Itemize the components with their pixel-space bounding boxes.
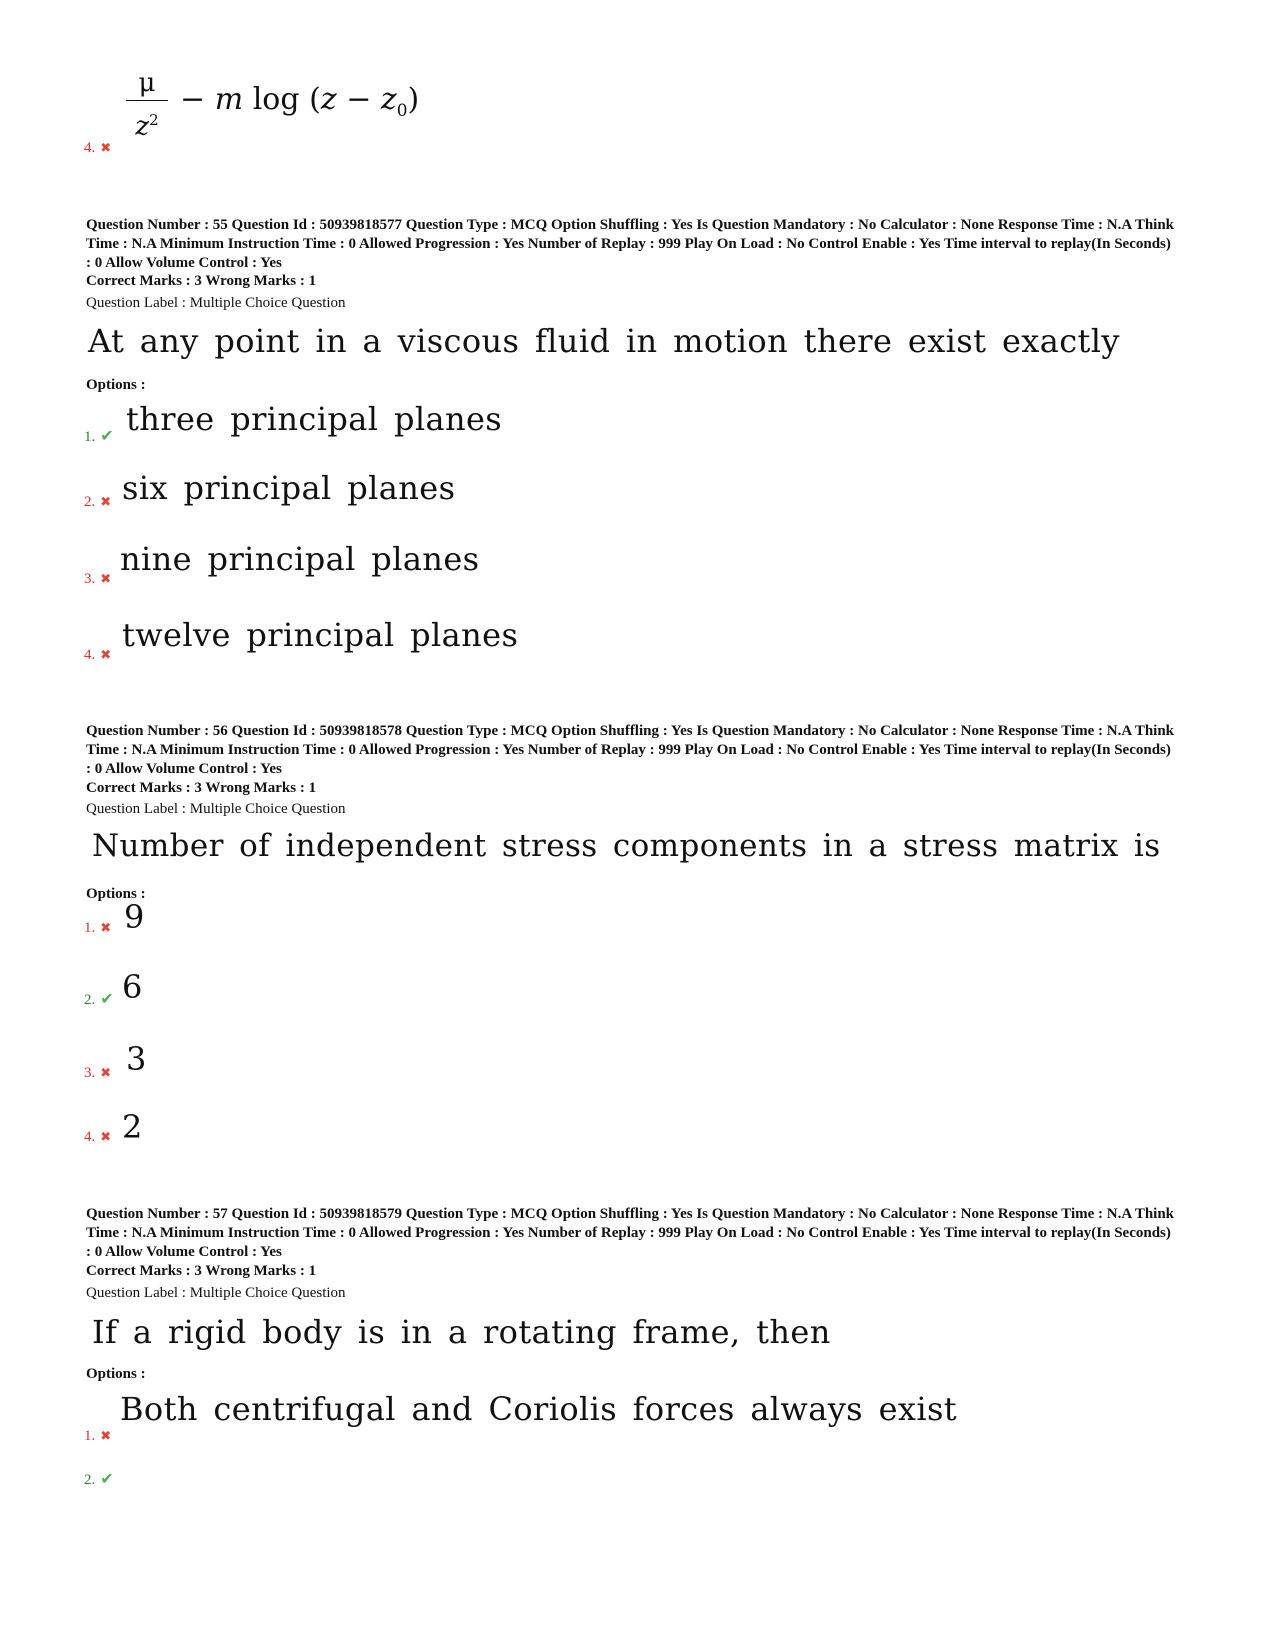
option-number: 1. ✖ bbox=[84, 1428, 112, 1444]
cross-icon: ✖ bbox=[100, 571, 112, 586]
option-number: 3. ✖ bbox=[84, 571, 112, 587]
option-text: twelve principal planes bbox=[122, 616, 519, 654]
option-number: 1. ✖ bbox=[84, 920, 112, 936]
option-number: 4. ✖ bbox=[84, 647, 112, 663]
option-text: 2 bbox=[122, 1108, 143, 1146]
option-number: 2. ✖ bbox=[84, 494, 112, 510]
formula-denominator: $z^2$ bbox=[135, 111, 159, 142]
option-text: six principal planes bbox=[122, 469, 456, 507]
option-number: 1. ✔ bbox=[84, 428, 114, 445]
option-number: 2. ✔ bbox=[84, 991, 114, 1008]
options-label: Options : bbox=[86, 377, 146, 393]
question-label: Question Label : Multiple Choice Question bbox=[86, 1285, 346, 1301]
question-marks: Correct Marks : 3 Wrong Marks : 1 bbox=[86, 780, 317, 796]
cross-icon: ✖ bbox=[100, 1065, 112, 1080]
question-marks: Correct Marks : 3 Wrong Marks : 1 bbox=[86, 1263, 317, 1279]
cross-icon: ✖ bbox=[100, 140, 112, 155]
question-text: At any point in a viscous fluid in motion there exist exactly bbox=[88, 322, 1120, 360]
option-text: three principal planes bbox=[126, 400, 503, 438]
question-text: Number of independent stress components in a stress matrix is bbox=[92, 828, 1161, 864]
check-icon: ✔ bbox=[100, 991, 114, 1008]
formula-rest: − m $\log (z - z_0)$ bbox=[180, 82, 420, 121]
question-label: Question Label : Multiple Choice Question bbox=[86, 801, 346, 817]
question-label: Question Label : Multiple Choice Question bbox=[86, 295, 346, 311]
question-text: If a rigid body is in a rotating frame, then bbox=[92, 1313, 831, 1351]
option-text: 9 bbox=[124, 898, 145, 936]
question-meta: Question Number : 57 Question Id : 50939818579 Question Type : MCQ Option Shuffling : Yes Is Question Mandatory : No Calculator : None Response Time : N.A Think Time : N.A Minimum Instruction Time : 0 Allowed Progression : Yes Number of Replay : 999 Play On Load : No Control Enable : Yes Time interval to replay(In Seconds) : 0 Allow Volume Control : Yes bbox=[86, 1206, 1175, 1260]
option-text: Both centrifugal and Coriolis forces always exist bbox=[120, 1390, 958, 1428]
formula-numerator: μ bbox=[138, 68, 156, 98]
option-text: 6 bbox=[122, 968, 143, 1006]
cross-icon: ✖ bbox=[100, 1428, 112, 1443]
question-meta: Question Number : 56 Question Id : 50939818578 Question Type : MCQ Option Shuffling : Yes Is Question Mandatory : No Calculator : None Response Time : N.A Think Time : N.A Minimum Instruction Time : 0 Allowed Progression : Yes Number of Replay : 999 Play On Load : No Control Enable : Yes Time interval to replay(In Seconds) : 0 Allow Volume Control : Yes bbox=[86, 723, 1175, 777]
option-number: 3. ✖ bbox=[84, 1065, 112, 1081]
option-number: 4. ✖ bbox=[84, 140, 112, 156]
check-icon: ✔ bbox=[100, 1471, 114, 1488]
cross-icon: ✖ bbox=[100, 647, 112, 662]
formula-fraction bbox=[126, 68, 168, 142]
options-label: Options : bbox=[86, 1366, 146, 1382]
option-number: 4. ✖ bbox=[84, 1129, 112, 1145]
cross-icon: ✖ bbox=[100, 494, 112, 509]
option-number: 2. ✔ bbox=[84, 1471, 114, 1488]
question-meta: Question Number : 55 Question Id : 50939818577 Question Type : MCQ Option Shuffling : Yes Is Question Mandatory : No Calculator : None Response Time : N.A Think Time : N.A Minimum Instruction Time : 0 Allowed Progression : Yes Number of Replay : 999 Play On Load : No Control Enable : Yes Time interval to replay(In Seconds) : 0 Allow Volume Control : Yes bbox=[86, 217, 1175, 271]
option-text: nine principal planes bbox=[120, 540, 480, 578]
option-text: 3 bbox=[126, 1040, 147, 1078]
fraction-bar bbox=[126, 100, 168, 101]
cross-icon: ✖ bbox=[100, 920, 112, 935]
options-label: Options : bbox=[86, 886, 146, 902]
check-icon: ✔ bbox=[100, 428, 114, 445]
cross-icon: ✖ bbox=[100, 1129, 112, 1144]
question-marks: Correct Marks : 3 Wrong Marks : 1 bbox=[86, 273, 317, 289]
